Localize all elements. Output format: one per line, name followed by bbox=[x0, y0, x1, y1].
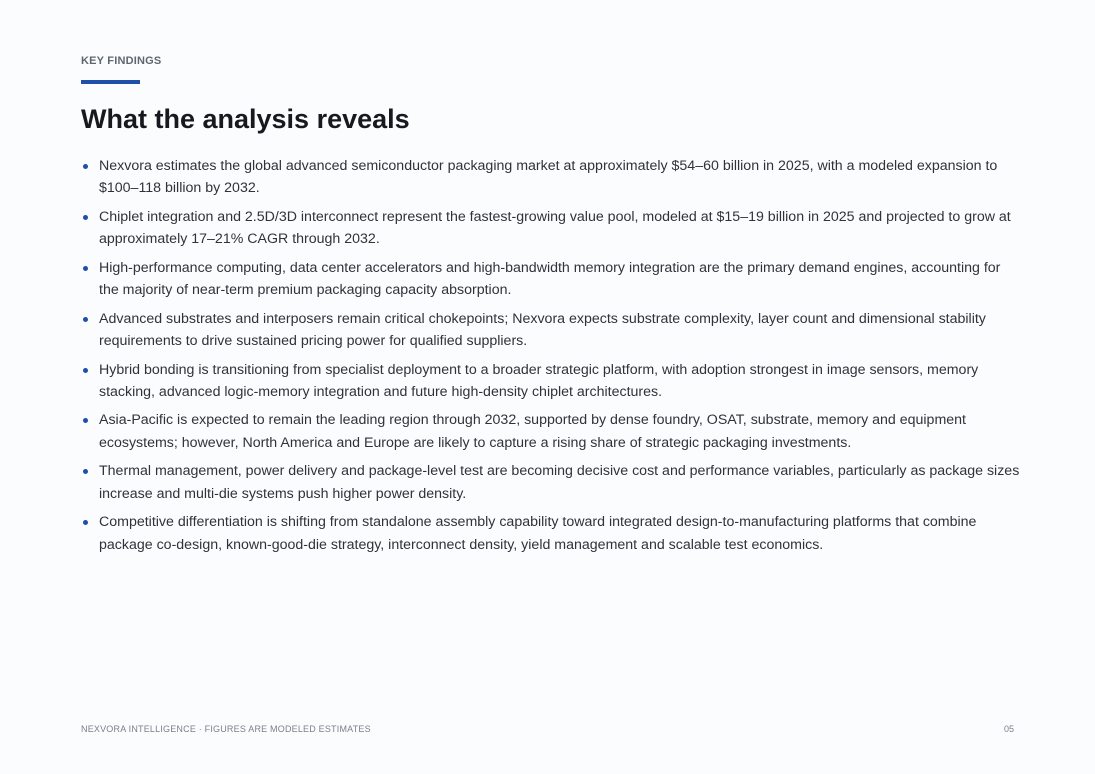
findings-list bbox=[81, 155, 1021, 562]
bullet-dot-icon bbox=[83, 368, 88, 373]
page-title: What the analysis reveals bbox=[81, 104, 410, 134]
bullet-dot-icon bbox=[83, 215, 88, 220]
section-eyebrow: KEY FINDINGS bbox=[81, 55, 162, 67]
finding-item bbox=[81, 308, 1021, 353]
finding-text: Competitive differentiation is shifting from standalone assembly capability toward integrated design-to-manufacturing platforms that combine package co-design, known-good-die strategy, interconnect density, yield management and scalable test economics. bbox=[99, 514, 977, 553]
finding-item bbox=[81, 460, 1021, 505]
finding-text: Advanced substrates and interposers remain critical chokepoints; Nexvora expects substrate complexity, layer count and dimensional stability requirements to drive sustained pricing power for qualified suppliers. bbox=[99, 310, 986, 349]
finding-item bbox=[81, 155, 1021, 200]
finding-item bbox=[81, 409, 1021, 454]
finding-item bbox=[81, 257, 1021, 302]
bullet-dot-icon bbox=[83, 266, 88, 271]
bullet-dot-icon bbox=[83, 469, 88, 474]
bullet-dot-icon bbox=[83, 418, 88, 423]
bullet-dot-icon bbox=[83, 317, 88, 322]
finding-text: Thermal management, power delivery and package-level test are becoming decisive cost and performance variables, particularly as package sizes increase and multi-die systems push higher power density. bbox=[99, 463, 1020, 502]
finding-text: Nexvora estimates the global advanced semiconductor packaging market at approximately $54–60 billion in 2025, with a modeled expansion to $100–118 billion by 2032. bbox=[99, 158, 998, 197]
accent-rule bbox=[81, 80, 140, 84]
finding-item bbox=[81, 206, 1021, 251]
finding-text: Chiplet integration and 2.5D/3D interconnect represent the fastest-growing value pool, modeled at $15–19 billion in 2025 and projected to grow at approximately 17–21% CAGR through 2032. bbox=[99, 208, 1011, 248]
finding-text: Hybrid bonding is transitioning from specialist deployment to a broader strategic platform, with adoption strongest in image sensors, memory stacking, advanced logic-memory integration and future high-density chiplet architectures. bbox=[99, 361, 979, 400]
bullet-dot-icon bbox=[83, 164, 88, 169]
bullet-dot-icon bbox=[83, 520, 88, 525]
finding-item bbox=[81, 511, 1021, 556]
footer-source: NEXVORA INTELLIGENCE · FIGURES ARE MODELED ESTIMATES bbox=[81, 724, 371, 734]
finding-item bbox=[81, 359, 1021, 404]
page-number: 05 bbox=[1003, 724, 1014, 734]
finding-text: Asia-Pacific is expected to remain the leading region through 2032, supported by dense foundry, OSAT, substrate, memory and equipment ecosystems; however, North America and Europe are likely to capture a rising share of strategic packaging investments. bbox=[99, 412, 966, 451]
finding-text: High-performance computing, data center accelerators and high-bandwidth memory integration are the primary demand engines, accounting for the majority of near-term premium packaging capacity absorption. bbox=[99, 259, 1001, 299]
